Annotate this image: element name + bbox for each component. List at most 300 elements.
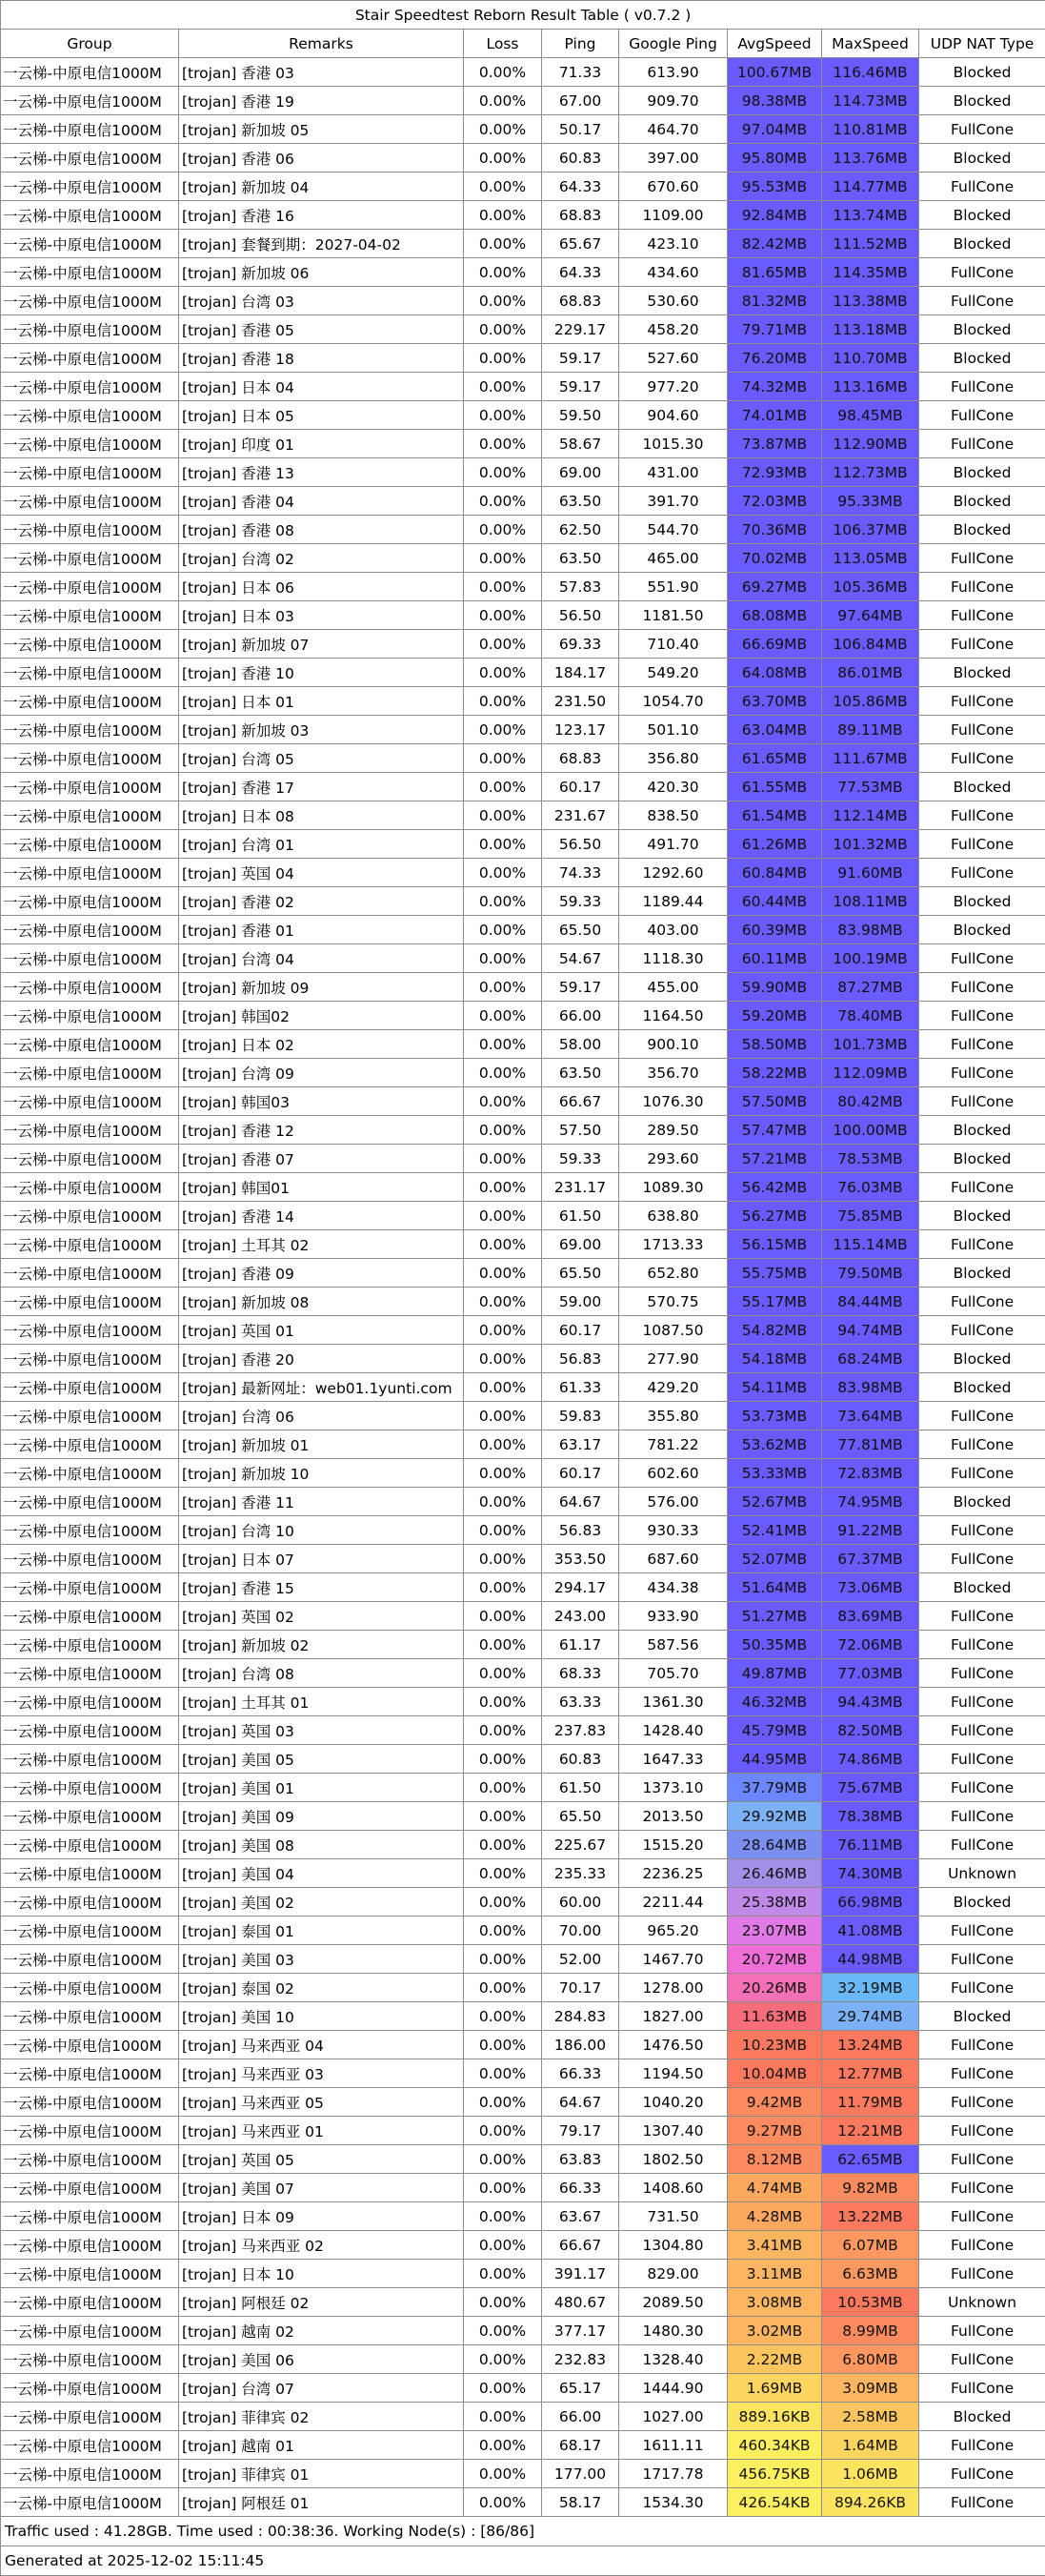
google-ping-cell: 1713.33 (619, 1230, 728, 1259)
ping-cell: 123.17 (542, 716, 619, 744)
avg-speed-cell: 56.27MB (728, 1202, 822, 1230)
nat-type-cell: FullCone (919, 1774, 1045, 1802)
ping-cell: 59.17 (542, 344, 619, 373)
google-ping-cell: 1408.60 (619, 2174, 728, 2202)
avg-speed-cell: 20.72MB (728, 1945, 822, 1974)
max-speed-cell: 77.03MB (822, 1659, 919, 1688)
max-speed-cell: 73.06MB (822, 1573, 919, 1602)
header-ping: Ping (542, 30, 619, 58)
group-cell: 一云梯-中原电信1000M (1, 2374, 179, 2403)
google-ping-cell: 1534.30 (619, 2488, 728, 2517)
nat-type-cell: FullCone (919, 573, 1045, 601)
nat-type-cell: FullCone (919, 2260, 1045, 2288)
ping-cell: 63.50 (542, 1059, 619, 1087)
group-cell: 一云梯-中原电信1000M (1, 1802, 179, 1831)
remarks-cell: [trojan] 香港 03 (179, 58, 464, 87)
loss-cell: 0.00% (464, 2202, 542, 2231)
avg-speed-cell: 60.39MB (728, 916, 822, 944)
remarks-cell: [trojan] 台湾 06 (179, 1402, 464, 1430)
google-ping-cell: 527.60 (619, 344, 728, 373)
ping-cell: 56.50 (542, 601, 619, 630)
group-cell: 一云梯-中原电信1000M (1, 2488, 179, 2517)
max-speed-cell: 106.37MB (822, 516, 919, 544)
remarks-cell: [trojan] 台湾 04 (179, 944, 464, 973)
nat-type-cell: Blocked (919, 458, 1045, 487)
table-row (1, 2231, 1045, 2260)
header-group: Group (1, 30, 179, 58)
loss-cell: 0.00% (464, 1002, 542, 1030)
max-speed-cell: 113.16MB (822, 373, 919, 401)
ping-cell: 480.67 (542, 2288, 619, 2317)
avg-speed-cell: 3.11MB (728, 2260, 822, 2288)
table-row (1, 487, 1045, 516)
ping-cell: 59.83 (542, 1402, 619, 1430)
nat-type-cell: FullCone (919, 2031, 1045, 2059)
max-speed-cell: 105.36MB (822, 573, 919, 601)
remarks-cell: [trojan] 日本 06 (179, 573, 464, 601)
group-cell: 一云梯-中原电信1000M (1, 2059, 179, 2088)
ping-cell: 63.50 (542, 544, 619, 573)
ping-cell: 79.17 (542, 2117, 619, 2145)
google-ping-cell: 464.70 (619, 115, 728, 144)
nat-type-cell: Blocked (919, 1488, 1045, 1516)
avg-speed-cell: 68.08MB (728, 601, 822, 630)
remarks-cell: [trojan] 土耳其 01 (179, 1688, 464, 1716)
avg-speed-cell: 74.32MB (728, 373, 822, 401)
remarks-cell: [trojan] 日本 04 (179, 373, 464, 401)
group-cell: 一云梯-中原电信1000M (1, 2345, 179, 2374)
google-ping-cell: 551.90 (619, 573, 728, 601)
nat-type-cell: FullCone (919, 2117, 1045, 2145)
nat-type-cell: Blocked (919, 230, 1045, 258)
avg-speed-cell: 60.44MB (728, 887, 822, 916)
google-ping-cell: 431.00 (619, 458, 728, 487)
avg-speed-cell: 92.84MB (728, 201, 822, 230)
nat-type-cell: FullCone (919, 115, 1045, 144)
header-row (1, 30, 1045, 58)
group-cell: 一云梯-中原电信1000M (1, 1288, 179, 1316)
avg-speed-cell: 10.04MB (728, 2059, 822, 2088)
loss-cell: 0.00% (464, 1316, 542, 1345)
group-cell: 一云梯-中原电信1000M (1, 601, 179, 630)
ping-cell: 58.17 (542, 2488, 619, 2517)
group-cell: 一云梯-中原电信1000M (1, 373, 179, 401)
table-row (1, 87, 1045, 115)
google-ping-cell: 1015.30 (619, 430, 728, 458)
avg-speed-cell: 74.01MB (728, 401, 822, 430)
nat-type-cell: Unknown (919, 2288, 1045, 2317)
google-ping-cell: 1611.11 (619, 2431, 728, 2460)
ping-cell: 231.67 (542, 801, 619, 830)
google-ping-cell: 1647.33 (619, 1745, 728, 1774)
avg-speed-cell: 55.17MB (728, 1288, 822, 1316)
avg-speed-cell: 26.46MB (728, 1859, 822, 1888)
table-row (1, 744, 1045, 773)
avg-speed-cell: 79.71MB (728, 315, 822, 344)
avg-speed-cell: 60.11MB (728, 944, 822, 973)
avg-speed-cell: 66.69MB (728, 630, 822, 659)
loss-cell: 0.00% (464, 115, 542, 144)
google-ping-cell: 1181.50 (619, 601, 728, 630)
group-cell: 一云梯-中原电信1000M (1, 172, 179, 201)
group-cell: 一云梯-中原电信1000M (1, 973, 179, 1002)
table-row (1, 1888, 1045, 1917)
max-speed-cell: 79.50MB (822, 1259, 919, 1288)
loss-cell: 0.00% (464, 373, 542, 401)
table-row (1, 2059, 1045, 2088)
ping-cell: 74.33 (542, 859, 619, 887)
ping-cell: 62.50 (542, 516, 619, 544)
avg-speed-cell: 3.08MB (728, 2288, 822, 2317)
group-cell: 一云梯-中原电信1000M (1, 2431, 179, 2460)
google-ping-cell: 530.60 (619, 287, 728, 315)
group-cell: 一云梯-中原电信1000M (1, 58, 179, 87)
remarks-cell: [trojan] 泰国 01 (179, 1917, 464, 1945)
max-speed-cell: 91.22MB (822, 1516, 919, 1545)
remarks-cell: [trojan] 越南 02 (179, 2317, 464, 2345)
remarks-cell: [trojan] 马来西亚 02 (179, 2231, 464, 2260)
max-speed-cell: 83.98MB (822, 1373, 919, 1402)
max-speed-cell: 76.03MB (822, 1173, 919, 1202)
loss-cell: 0.00% (464, 573, 542, 601)
table-row (1, 1002, 1045, 1030)
max-speed-cell: 68.24MB (822, 1345, 919, 1373)
max-speed-cell: 115.14MB (822, 1230, 919, 1259)
google-ping-cell: 2089.50 (619, 2288, 728, 2317)
nat-type-cell: Blocked (919, 58, 1045, 87)
avg-speed-cell: 44.95MB (728, 1745, 822, 1774)
group-cell: 一云梯-中原电信1000M (1, 573, 179, 601)
remarks-cell: [trojan] 新加坡 01 (179, 1430, 464, 1459)
google-ping-cell: 1476.50 (619, 2031, 728, 2059)
nat-type-cell: FullCone (919, 1173, 1045, 1202)
loss-cell: 0.00% (464, 744, 542, 773)
nat-type-cell: FullCone (919, 1288, 1045, 1316)
table-row (1, 2460, 1045, 2488)
max-speed-cell: 3.09MB (822, 2374, 919, 2403)
ping-cell: 59.00 (542, 1288, 619, 1316)
loss-cell: 0.00% (464, 601, 542, 630)
avg-speed-cell: 53.33MB (728, 1459, 822, 1488)
remarks-cell: [trojan] 马来西亚 04 (179, 2031, 464, 2059)
max-speed-cell: 9.82MB (822, 2174, 919, 2202)
loss-cell: 0.00% (464, 144, 542, 172)
nat-type-cell: FullCone (919, 1602, 1045, 1631)
avg-speed-cell: 63.04MB (728, 716, 822, 744)
loss-cell: 0.00% (464, 172, 542, 201)
table-row (1, 1173, 1045, 1202)
nat-type-cell: FullCone (919, 2202, 1045, 2231)
max-speed-cell: 2.58MB (822, 2403, 919, 2431)
avg-speed-cell: 37.79MB (728, 1774, 822, 1802)
google-ping-cell: 1118.30 (619, 944, 728, 973)
loss-cell: 0.00% (464, 2317, 542, 2345)
nat-type-cell: FullCone (919, 1831, 1045, 1859)
remarks-cell: [trojan] 香港 04 (179, 487, 464, 516)
max-speed-cell: 894.26KB (822, 2488, 919, 2517)
loss-cell: 0.00% (464, 1859, 542, 1888)
group-cell: 一云梯-中原电信1000M (1, 887, 179, 916)
remarks-cell: [trojan] 台湾 07 (179, 2374, 464, 2403)
nat-type-cell: FullCone (919, 1002, 1045, 1030)
avg-speed-cell: 61.26MB (728, 830, 822, 859)
table-row (1, 2431, 1045, 2460)
table-row (1, 1831, 1045, 1859)
nat-type-cell: FullCone (919, 744, 1045, 773)
table-row (1, 1030, 1045, 1059)
loss-cell: 0.00% (464, 2403, 542, 2431)
max-speed-cell: 78.53MB (822, 1145, 919, 1173)
group-cell: 一云梯-中原电信1000M (1, 1059, 179, 1087)
nat-type-cell: FullCone (919, 1430, 1045, 1459)
google-ping-cell: 1027.00 (619, 2403, 728, 2431)
ping-cell: 61.17 (542, 1631, 619, 1659)
google-ping-cell: 434.38 (619, 1573, 728, 1602)
group-cell: 一云梯-中原电信1000M (1, 1917, 179, 1945)
loss-cell: 0.00% (464, 344, 542, 373)
max-speed-cell: 67.37MB (822, 1545, 919, 1573)
group-cell: 一云梯-中原电信1000M (1, 944, 179, 973)
group-cell: 一云梯-中原电信1000M (1, 916, 179, 944)
ping-cell: 231.50 (542, 687, 619, 716)
avg-speed-cell: 51.64MB (728, 1573, 822, 1602)
table-row (1, 2488, 1045, 2517)
loss-cell: 0.00% (464, 773, 542, 801)
nat-type-cell: FullCone (919, 544, 1045, 573)
google-ping-cell: 1054.70 (619, 687, 728, 716)
avg-speed-cell: 23.07MB (728, 1917, 822, 1945)
nat-type-cell: FullCone (919, 2145, 1045, 2174)
table-row (1, 687, 1045, 716)
nat-type-cell: Blocked (919, 1145, 1045, 1173)
max-speed-cell: 111.52MB (822, 230, 919, 258)
max-speed-cell: 89.11MB (822, 716, 919, 744)
google-ping-cell: 423.10 (619, 230, 728, 258)
google-ping-cell: 1292.60 (619, 859, 728, 887)
group-cell: 一云梯-中原电信1000M (1, 1373, 179, 1402)
nat-type-cell: Blocked (919, 516, 1045, 544)
group-cell: 一云梯-中原电信1000M (1, 1173, 179, 1202)
loss-cell: 0.00% (464, 1430, 542, 1459)
avg-speed-cell: 98.38MB (728, 87, 822, 115)
google-ping-cell: 977.20 (619, 373, 728, 401)
ping-cell: 237.83 (542, 1716, 619, 1745)
max-speed-cell: 97.64MB (822, 601, 919, 630)
max-speed-cell: 74.30MB (822, 1859, 919, 1888)
avg-speed-cell: 29.92MB (728, 1802, 822, 1831)
table-row (1, 430, 1045, 458)
avg-speed-cell: 59.90MB (728, 973, 822, 1002)
group-cell: 一云梯-中原电信1000M (1, 1831, 179, 1859)
group-cell: 一云梯-中原电信1000M (1, 830, 179, 859)
table-row (1, 601, 1045, 630)
nat-type-cell: Blocked (919, 201, 1045, 230)
avg-speed-cell: 50.35MB (728, 1631, 822, 1659)
google-ping-cell: 1717.78 (619, 2460, 728, 2488)
avg-speed-cell: 57.50MB (728, 1087, 822, 1116)
loss-cell: 0.00% (464, 2460, 542, 2488)
remarks-cell: [trojan] 最新网址：web01.1yunti.com (179, 1373, 464, 1402)
ping-cell: 66.00 (542, 2403, 619, 2431)
ping-cell: 64.67 (542, 1488, 619, 1516)
max-speed-cell: 84.44MB (822, 1288, 919, 1316)
table-row (1, 1573, 1045, 1602)
nat-type-cell: FullCone (919, 601, 1045, 630)
group-cell: 一云梯-中原电信1000M (1, 773, 179, 801)
ping-cell: 294.17 (542, 1573, 619, 1602)
remarks-cell: [trojan] 台湾 10 (179, 1516, 464, 1545)
table-row (1, 258, 1045, 287)
avg-speed-cell: 70.36MB (728, 516, 822, 544)
remarks-cell: [trojan] 套餐到期：2027-04-02 (179, 230, 464, 258)
remarks-cell: [trojan] 香港 13 (179, 458, 464, 487)
loss-cell: 0.00% (464, 458, 542, 487)
remarks-cell: [trojan] 新加坡 07 (179, 630, 464, 659)
google-ping-cell: 904.60 (619, 401, 728, 430)
group-cell: 一云梯-中原电信1000M (1, 1116, 179, 1145)
avg-speed-cell: 55.75MB (728, 1259, 822, 1288)
max-speed-cell: 72.83MB (822, 1459, 919, 1488)
google-ping-cell: 293.60 (619, 1145, 728, 1173)
nat-type-cell: FullCone (919, 1402, 1045, 1430)
loss-cell: 0.00% (464, 1516, 542, 1545)
max-speed-cell: 12.21MB (822, 2117, 919, 2145)
group-cell: 一云梯-中原电信1000M (1, 1202, 179, 1230)
group-cell: 一云梯-中原电信1000M (1, 458, 179, 487)
max-speed-cell: 91.60MB (822, 859, 919, 887)
table-row (1, 1917, 1045, 1945)
max-speed-cell: 62.65MB (822, 2145, 919, 2174)
google-ping-cell: 933.90 (619, 1602, 728, 1631)
max-speed-cell: 76.11MB (822, 1831, 919, 1859)
header-google-ping: Google Ping (619, 30, 728, 58)
nat-type-cell: FullCone (919, 1716, 1045, 1745)
group-cell: 一云梯-中原电信1000M (1, 1488, 179, 1516)
google-ping-cell: 391.70 (619, 487, 728, 516)
header-remarks: Remarks (179, 30, 464, 58)
loss-cell: 0.00% (464, 1345, 542, 1373)
max-speed-cell: 86.01MB (822, 659, 919, 687)
max-speed-cell: 98.45MB (822, 401, 919, 430)
google-ping-cell: 576.00 (619, 1488, 728, 1516)
group-cell: 一云梯-中原电信1000M (1, 1859, 179, 1888)
nat-type-cell: FullCone (919, 2231, 1045, 2260)
max-speed-cell: 13.24MB (822, 2031, 919, 2059)
nat-type-cell: FullCone (919, 687, 1045, 716)
avg-speed-cell: 61.65MB (728, 744, 822, 773)
avg-speed-cell: 20.26MB (728, 1974, 822, 2002)
google-ping-cell: 613.90 (619, 58, 728, 87)
google-ping-cell: 900.10 (619, 1030, 728, 1059)
avg-speed-cell: 76.20MB (728, 344, 822, 373)
nat-type-cell: FullCone (919, 2488, 1045, 2517)
loss-cell: 0.00% (464, 2374, 542, 2403)
loss-cell: 0.00% (464, 1631, 542, 1659)
avg-speed-cell: 10.23MB (728, 2031, 822, 2059)
google-ping-cell: 705.70 (619, 1659, 728, 1688)
max-speed-cell: 112.90MB (822, 430, 919, 458)
nat-type-cell: Blocked (919, 773, 1045, 801)
max-speed-cell: 110.81MB (822, 115, 919, 144)
remarks-cell: [trojan] 台湾 09 (179, 1059, 464, 1087)
google-ping-cell: 710.40 (619, 630, 728, 659)
google-ping-cell: 781.22 (619, 1430, 728, 1459)
table-row (1, 1516, 1045, 1545)
ping-cell: 63.17 (542, 1430, 619, 1459)
ping-cell: 61.50 (542, 1202, 619, 1230)
google-ping-cell: 2013.50 (619, 1802, 728, 1831)
max-speed-cell: 29.74MB (822, 2002, 919, 2031)
loss-cell: 0.00% (464, 2260, 542, 2288)
max-speed-cell: 41.08MB (822, 1917, 919, 1945)
table-row (1, 944, 1045, 973)
max-speed-cell: 78.38MB (822, 1802, 919, 1831)
group-cell: 一云梯-中原电信1000M (1, 1573, 179, 1602)
remarks-cell: [trojan] 英国 02 (179, 1602, 464, 1631)
nat-type-cell: FullCone (919, 1230, 1045, 1259)
loss-cell: 0.00% (464, 2288, 542, 2317)
max-speed-cell: 83.98MB (822, 916, 919, 944)
ping-cell: 63.33 (542, 1688, 619, 1716)
ping-cell: 63.83 (542, 2145, 619, 2174)
avg-speed-cell: 72.03MB (728, 487, 822, 516)
google-ping-cell: 829.00 (619, 2260, 728, 2288)
loss-cell: 0.00% (464, 1459, 542, 1488)
table-row (1, 1659, 1045, 1688)
ping-cell: 68.83 (542, 744, 619, 773)
table-row (1, 1230, 1045, 1259)
loss-cell: 0.00% (464, 1688, 542, 1716)
max-speed-cell: 110.70MB (822, 344, 919, 373)
ping-cell: 229.17 (542, 315, 619, 344)
table-row (1, 2403, 1045, 2431)
loss-cell: 0.00% (464, 87, 542, 115)
table-row (1, 230, 1045, 258)
ping-cell: 57.83 (542, 573, 619, 601)
table-row (1, 2288, 1045, 2317)
google-ping-cell: 1444.90 (619, 2374, 728, 2403)
ping-cell: 64.67 (542, 2088, 619, 2117)
remarks-cell: [trojan] 韩国02 (179, 1002, 464, 1030)
nat-type-cell: FullCone (919, 2088, 1045, 2117)
loss-cell: 0.00% (464, 1145, 542, 1173)
loss-cell: 0.00% (464, 2174, 542, 2202)
remarks-cell: [trojan] 台湾 01 (179, 830, 464, 859)
ping-cell: 353.50 (542, 1545, 619, 1573)
group-cell: 一云梯-中原电信1000M (1, 2174, 179, 2202)
nat-type-cell: FullCone (919, 1945, 1045, 1974)
ping-cell: 58.00 (542, 1030, 619, 1059)
loss-cell: 0.00% (464, 1888, 542, 1917)
max-speed-cell: 74.86MB (822, 1745, 919, 1774)
ping-cell: 65.50 (542, 916, 619, 944)
table-row (1, 1202, 1045, 1230)
ping-cell: 66.33 (542, 2059, 619, 2088)
group-cell: 一云梯-中原电信1000M (1, 2317, 179, 2345)
table-row (1, 1459, 1045, 1488)
group-cell: 一云梯-中原电信1000M (1, 1659, 179, 1688)
remarks-cell: [trojan] 香港 09 (179, 1259, 464, 1288)
group-cell: 一云梯-中原电信1000M (1, 1774, 179, 1802)
max-speed-cell: 78.40MB (822, 1002, 919, 1030)
avg-speed-cell: 60.84MB (728, 859, 822, 887)
group-cell: 一云梯-中原电信1000M (1, 744, 179, 773)
group-cell: 一云梯-中原电信1000M (1, 1688, 179, 1716)
avg-speed-cell: 52.07MB (728, 1545, 822, 1573)
max-speed-cell: 6.07MB (822, 2231, 919, 2260)
max-speed-cell: 106.84MB (822, 630, 919, 659)
max-speed-cell: 66.98MB (822, 1888, 919, 1917)
